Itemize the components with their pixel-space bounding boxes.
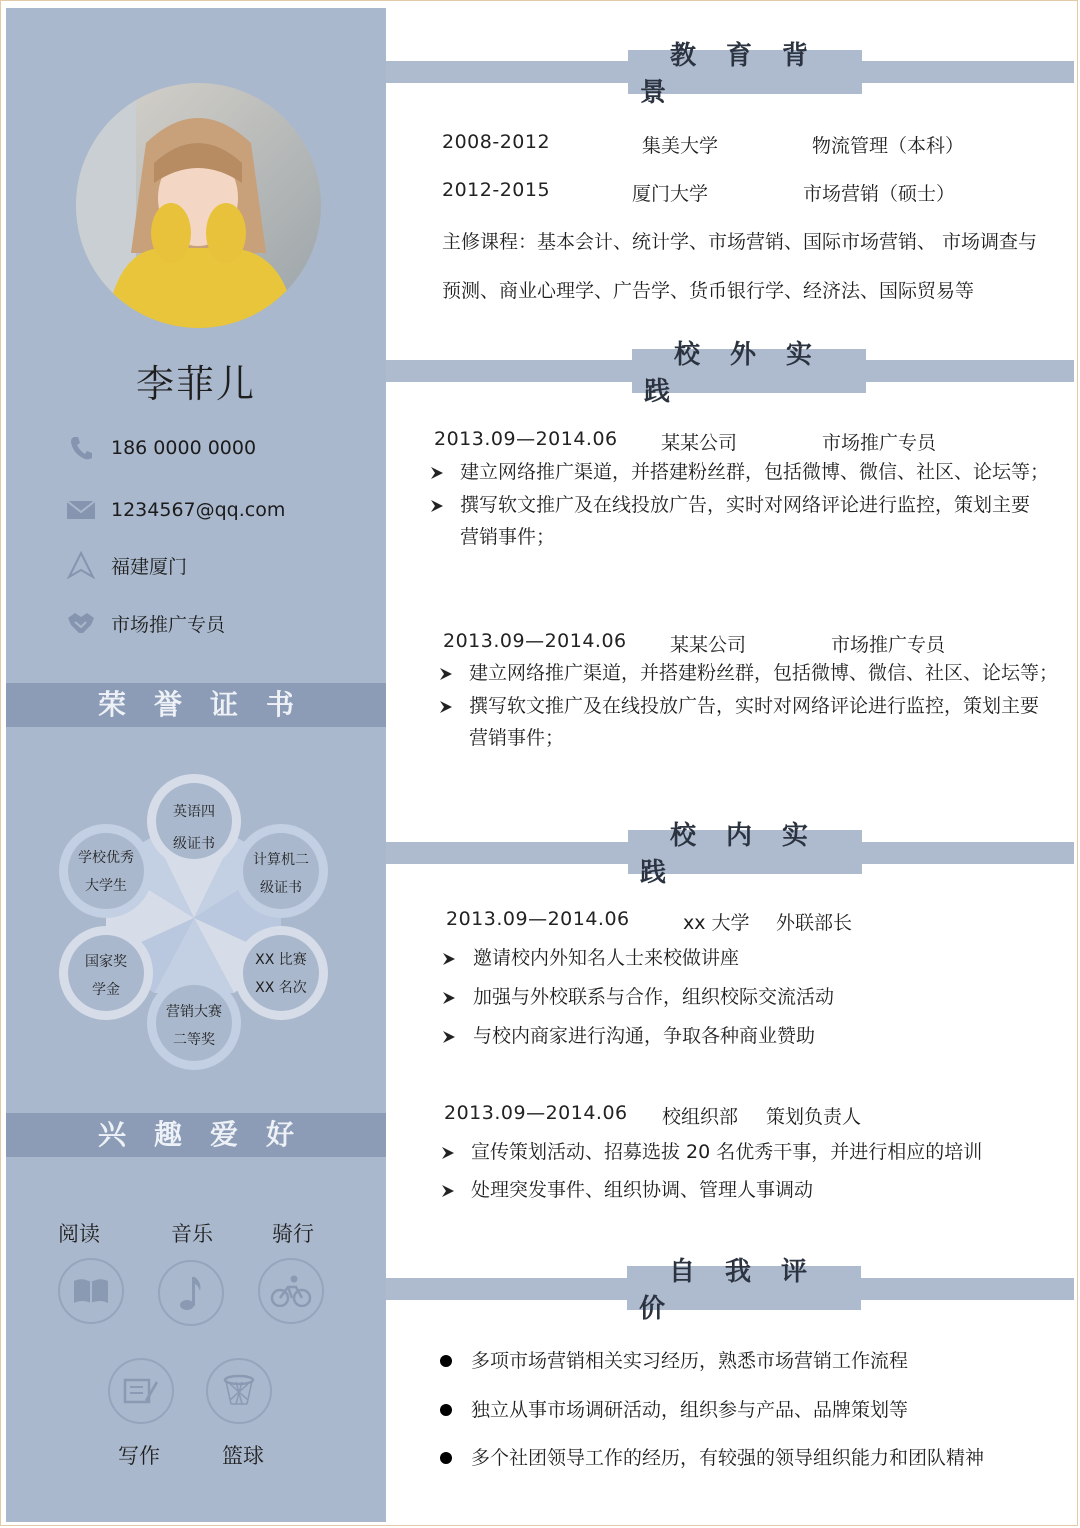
bullet-arrow-icon bbox=[439, 700, 453, 714]
basketball-hoop-icon bbox=[206, 1358, 272, 1424]
bullet-dot-icon bbox=[440, 1404, 452, 1416]
edu-major-2: 市场营销（硕士） bbox=[803, 183, 956, 205]
hobbies-heading: 兴趣爱好 bbox=[6, 1113, 386, 1157]
int1-item-3: 与校内商家进行沟通，争取各种商业赞助 bbox=[473, 1025, 816, 1047]
ext1-period: 2013.09—2014.06 bbox=[434, 428, 618, 450]
int2-org: 校组织部 bbox=[662, 1106, 739, 1128]
honor-english-cet4: 英语四 级证书 bbox=[173, 804, 215, 852]
sidebar bbox=[6, 8, 386, 1522]
hobby-writing-label: 写作 bbox=[118, 1444, 160, 1468]
honor-marketing-contest: 营销大赛 二等奖 bbox=[166, 1004, 222, 1048]
bicycle-icon bbox=[258, 1258, 324, 1324]
bullet-arrow-icon bbox=[439, 667, 453, 681]
hobby-reading-label: 阅读 bbox=[58, 1222, 100, 1246]
profile-name: 李菲儿 bbox=[135, 362, 256, 406]
contact-position bbox=[61, 603, 225, 643]
int1-org: xx 大学 bbox=[683, 912, 750, 934]
int1-role: 外联部长 bbox=[776, 912, 853, 934]
edu-years-1: 2008-2012 bbox=[442, 131, 551, 153]
ext1-bullet-1: 建立网络推广渠道，并搭建粉丝群，包括微博、微信、社区、论坛等； bbox=[460, 461, 1050, 483]
location-arrow-icon bbox=[61, 545, 101, 585]
selfeval-item-3: 多个社团领导工作的经历，有较强的领导组织能力和团队精神 bbox=[471, 1447, 985, 1469]
music-note-icon bbox=[158, 1260, 224, 1326]
edu-years-2: 2012-2015 bbox=[442, 179, 551, 201]
position-text: 市场推广专员 bbox=[111, 613, 226, 636]
hobby-cycling-label: 骑行 bbox=[272, 1222, 314, 1246]
contact-location bbox=[61, 545, 187, 585]
edu-courses-line1: 主修课程：基本会计、统计学、市场营销、国际市场营销、 市场调查与 bbox=[442, 231, 1038, 253]
contact-phone bbox=[61, 428, 256, 468]
contact-email bbox=[61, 490, 285, 530]
selfeval-heading-text: 自我评价 bbox=[639, 1257, 838, 1324]
edu-courses-line2: 预测、商业心理学、广告学、货币银行学、经济法、国际贸易等 bbox=[442, 280, 975, 302]
honor-competition-rank: XX 比赛 XX 名次 bbox=[255, 952, 307, 996]
ext1-role: 市场推广专员 bbox=[822, 432, 937, 454]
int2-role: 策划负责人 bbox=[766, 1106, 862, 1128]
bullet-arrow-icon bbox=[441, 1184, 455, 1198]
honor-national-scholarship: 国家奖 学金 bbox=[85, 954, 127, 998]
int1-period: 2013.09—2014.06 bbox=[446, 908, 630, 930]
mail-icon bbox=[61, 490, 101, 530]
ext2-bullet-1: 建立网络推广渠道，并搭建粉丝群，包括微博、微信、社区、论坛等； bbox=[469, 662, 1059, 684]
edu-school-1: 集美大学 bbox=[642, 135, 719, 157]
bullet-arrow-icon bbox=[430, 466, 444, 480]
bullet-arrow-icon bbox=[442, 991, 456, 1005]
bullet-arrow-icon bbox=[442, 952, 456, 966]
writing-icon bbox=[108, 1358, 174, 1424]
honors-diagram bbox=[6, 768, 386, 1078]
profile-photo bbox=[76, 83, 321, 328]
honor-outstanding-student: 学校优秀 大学生 bbox=[78, 850, 134, 894]
ext2-bullet-2-line1: 撰写软文推广及在线投放广告，实时对网络评论进行监控，策划主要 bbox=[469, 695, 1040, 717]
bullet-arrow-icon bbox=[430, 499, 444, 513]
ext1-bullet-2-line2: 营销事件； bbox=[460, 526, 556, 548]
external-heading-text: 校外实践 bbox=[644, 340, 843, 407]
book-icon bbox=[58, 1258, 124, 1324]
edu-school-2: 厦门大学 bbox=[632, 183, 709, 205]
edu-major-1: 物流管理（本科） bbox=[812, 135, 965, 157]
hobby-music-label: 音乐 bbox=[171, 1222, 213, 1246]
internal-heading-text: 校内实践 bbox=[640, 821, 839, 888]
int1-item-2: 加强与外校联系与合作，组织校际交流活动 bbox=[473, 986, 835, 1008]
internal-heading bbox=[628, 821, 862, 888]
selfeval-item-1: 多项市场营销相关实习经历，熟悉市场营销工作流程 bbox=[471, 1350, 909, 1372]
location-text: 福建厦门 bbox=[111, 555, 188, 578]
bullet-arrow-icon bbox=[441, 1146, 455, 1160]
ext1-org: 某某公司 bbox=[661, 432, 738, 454]
bullet-arrow-icon bbox=[442, 1030, 456, 1044]
ext1-bullet-2-line1: 撰写软文推广及在线投放广告，实时对网络评论进行监控，策划主要 bbox=[460, 494, 1031, 516]
education-heading bbox=[628, 41, 862, 108]
education-heading-text: 教育背景 bbox=[640, 41, 839, 108]
ext2-period: 2013.09—2014.06 bbox=[443, 630, 627, 652]
ext2-bullet-2-line2: 营销事件； bbox=[469, 727, 565, 749]
ext2-role: 市场推广专员 bbox=[831, 634, 946, 656]
selfeval-heading bbox=[627, 1257, 861, 1324]
honor-computer-level2: 计算机二 级证书 bbox=[253, 852, 309, 896]
hobby-basketball-label: 篮球 bbox=[222, 1444, 264, 1468]
selfeval-item-2: 独立从事市场调研活动，组织参与产品、品牌策划等 bbox=[471, 1399, 909, 1421]
bullet-dot-icon bbox=[440, 1452, 452, 1464]
phone-text: 186 0000 0000 bbox=[111, 437, 257, 459]
int2-item-2: 处理突发事件、组织协调、管理人事调动 bbox=[471, 1179, 814, 1201]
email-text: 1234567@qq.com bbox=[111, 499, 286, 521]
handshake-icon bbox=[61, 603, 101, 643]
int1-item-1: 邀请校内外知名人士来校做讲座 bbox=[473, 947, 740, 969]
int2-item-1: 宣传策划活动、招募选拔 20 名优秀干事，并进行相应的培训 bbox=[471, 1141, 983, 1163]
phone-icon bbox=[61, 428, 101, 468]
honors-heading: 荣誉证书 bbox=[6, 683, 386, 727]
int2-period: 2013.09—2014.06 bbox=[444, 1102, 628, 1124]
external-heading bbox=[632, 340, 866, 407]
ext2-org: 某某公司 bbox=[670, 634, 747, 656]
bullet-dot-icon bbox=[440, 1355, 452, 1367]
